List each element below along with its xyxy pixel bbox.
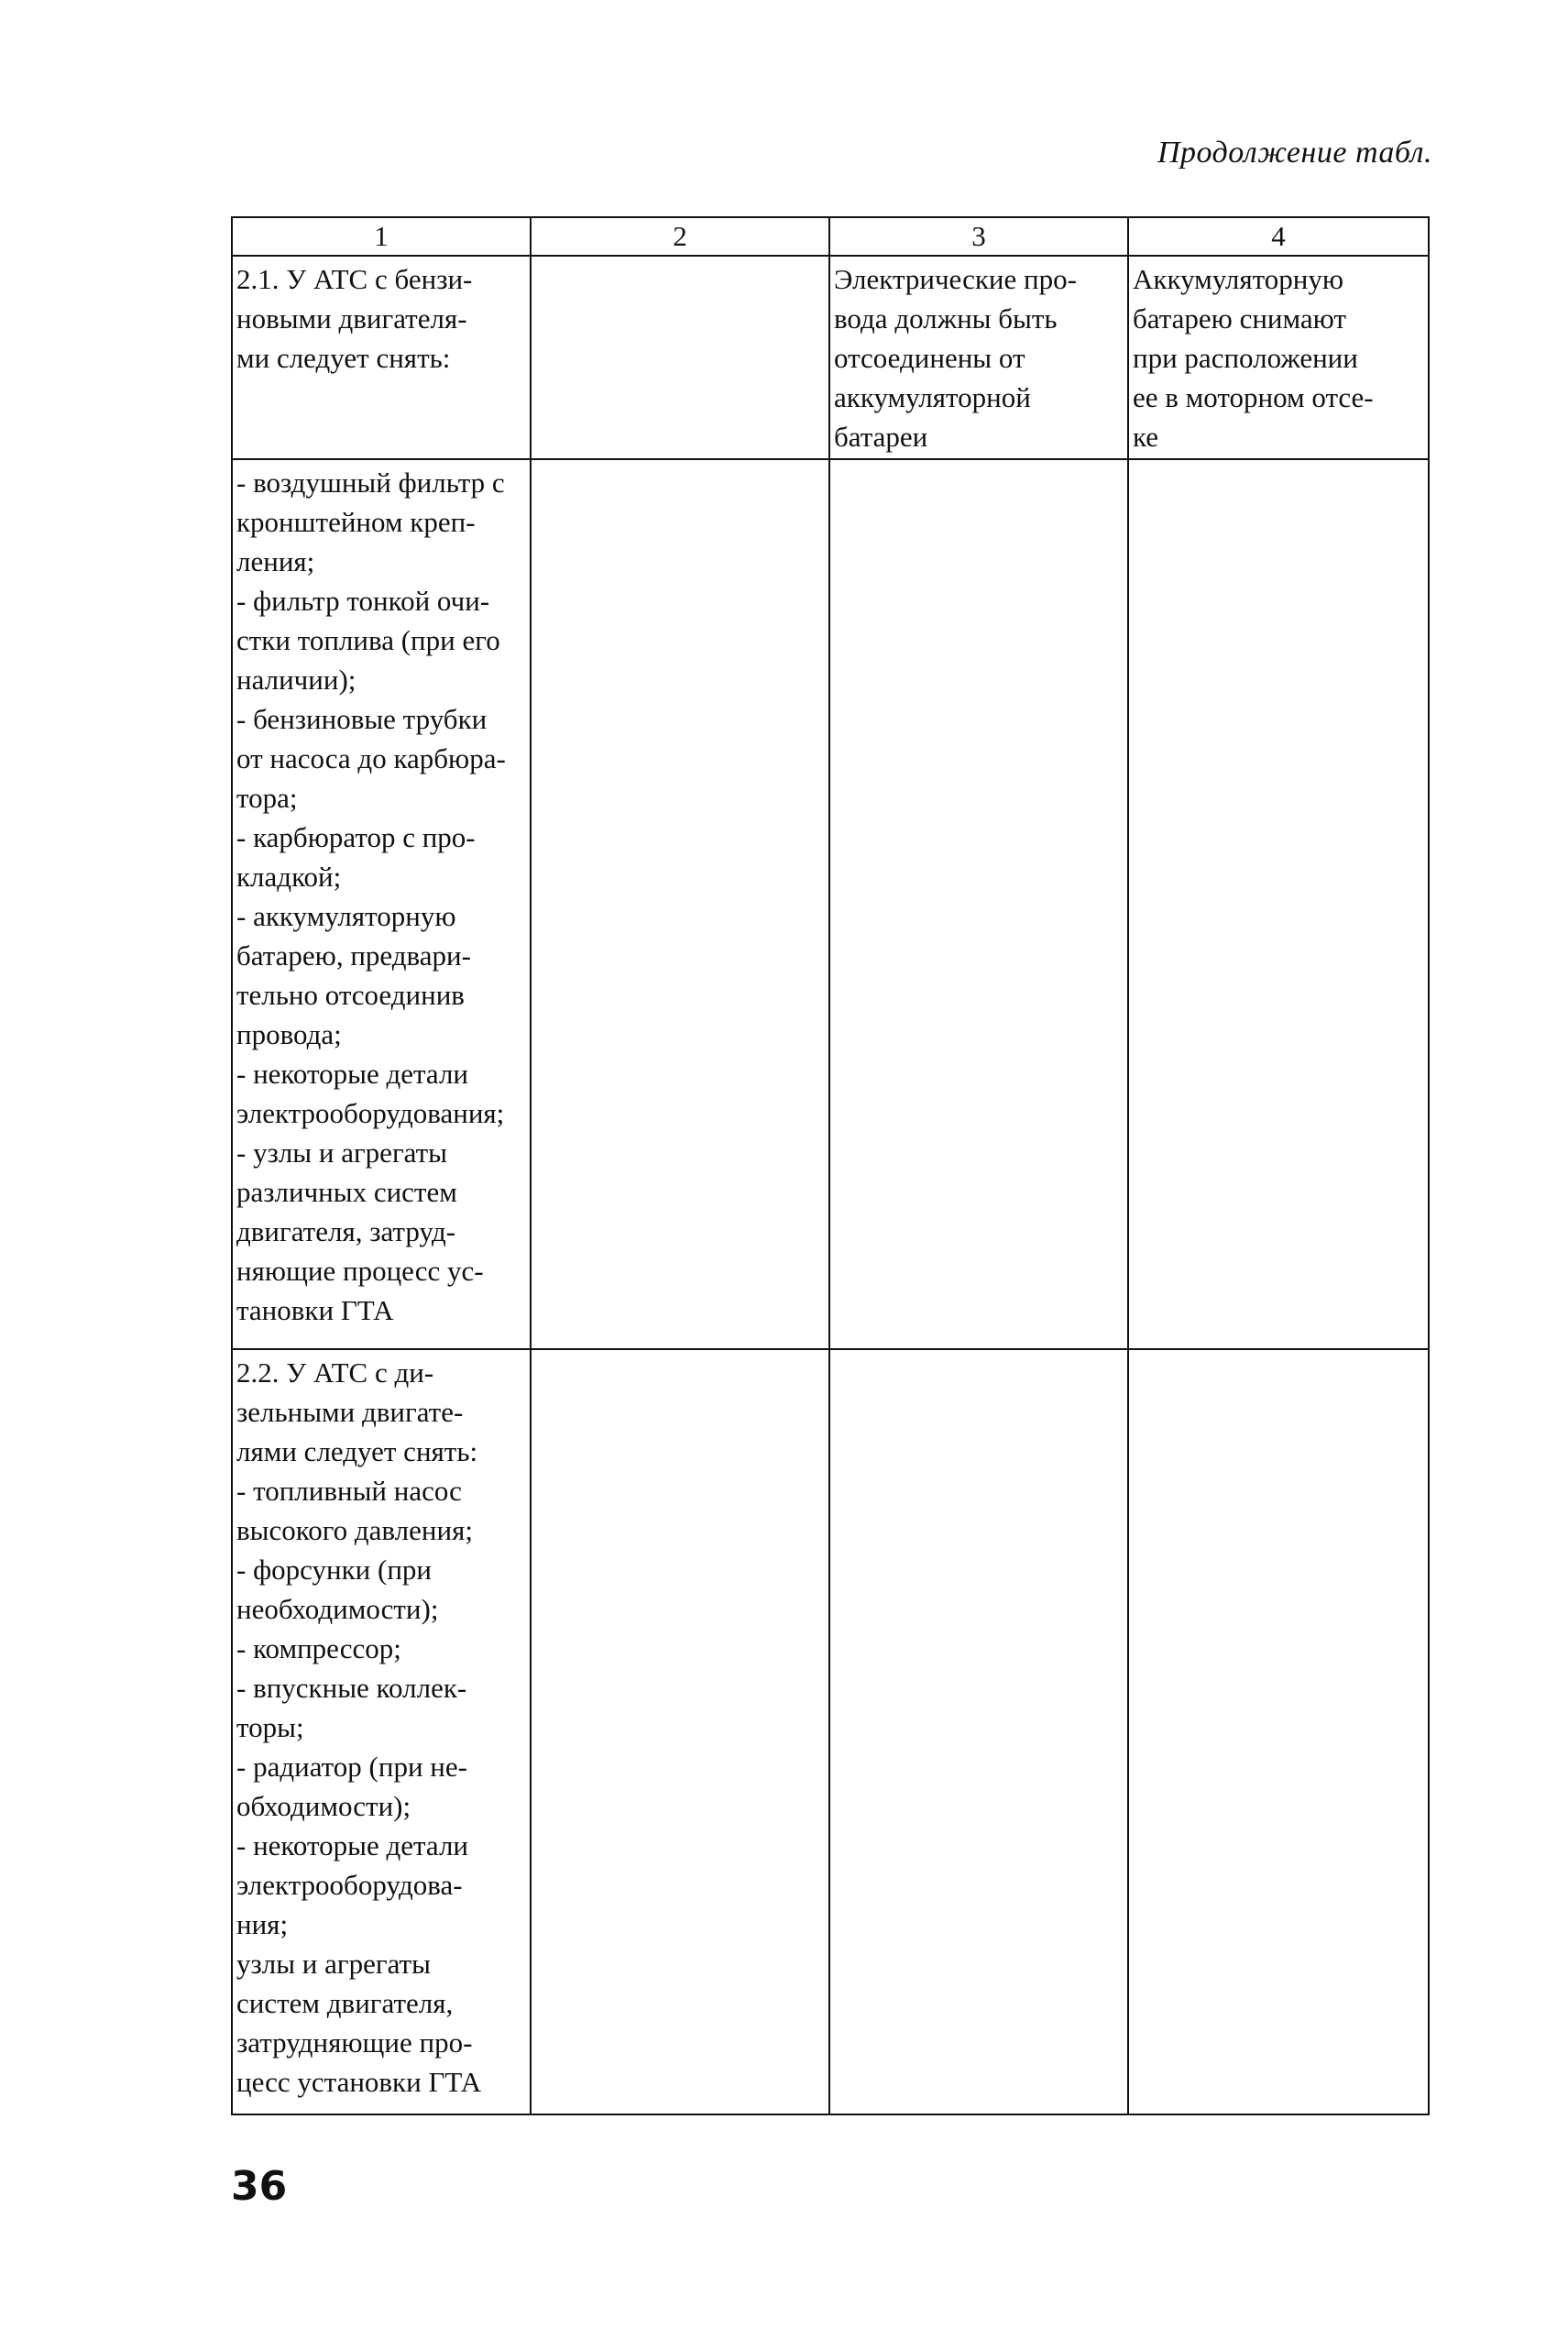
table-row — [232, 1349, 1429, 2114]
table-cell — [232, 1349, 531, 2114]
data-table — [231, 216, 1430, 2115]
table-cell — [232, 256, 531, 459]
table-cell — [531, 459, 829, 1349]
column-header-3: 3 — [829, 217, 1128, 256]
table-cell — [829, 1349, 1128, 2114]
column-header-2: 2 — [531, 217, 829, 256]
cell-text: Электрические про- вода должны быть отсоединены от аккумуляторной батареи — [834, 263, 1077, 453]
table-cell — [1128, 1349, 1429, 2114]
column-header-1: 1 — [232, 217, 531, 256]
table-cell — [1128, 256, 1429, 459]
cell-text: Аккумуляторную батарею снимают при расположении ее в моторном отсе- ке — [1133, 263, 1374, 453]
column-header-4: 4 — [1128, 217, 1429, 256]
table-row — [232, 459, 1429, 1349]
table-cell — [829, 459, 1128, 1349]
cell-text: 2.2. У АТС с ди- зельными двигате- лями следует снять: - топливный насос высокого давления; - форсунки (при необходимости); - компрессор; - впускные коллек- торы; - радиатор (при не- обходимости); - некоторые детали электрооборудова- ния; узлы и агрегаты систем двигателя, затрудняющие про- цесс установки ГТА — [236, 1356, 482, 2098]
header-row — [232, 217, 1429, 256]
table-cell — [1128, 459, 1429, 1349]
continuation-label: Продолжение табл. — [1157, 136, 1432, 170]
table-cell — [531, 1349, 829, 2114]
page-number: 36 — [231, 2163, 288, 2210]
table-row — [232, 256, 1429, 459]
cell-text: - воздушный фильтр с кронштейном креп- ления; - фильтр тонкой очи- стки топлива (при его наличии); - бензиновые трубки от насоса до карбюра- тора; - карбюратор с про- кладкой; - аккумуляторную батарею, предвари- тельно отсоединив провода; - некоторые детали электрооборудования; - узлы и агрегаты различных систем двигателя, затруд- няющие процесс ус- тановки ГТА — [236, 467, 506, 1326]
cell-text: 2.1. У АТС с бензи- новыми двигателя- ми следует снять: — [236, 263, 473, 374]
table-cell — [531, 256, 829, 459]
table-cell — [829, 256, 1128, 459]
table-cell — [232, 459, 531, 1349]
